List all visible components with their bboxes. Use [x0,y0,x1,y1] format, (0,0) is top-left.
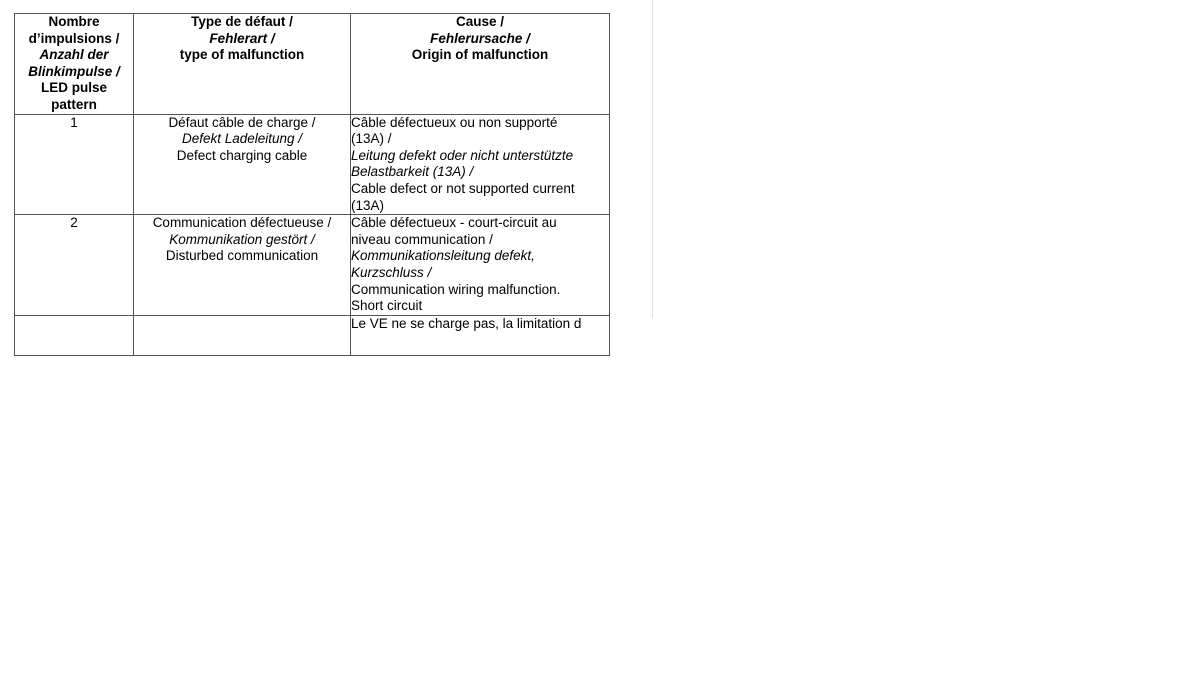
text-line: Fehlerart / [209,30,275,46]
text-line: Type de défaut / [191,14,293,29]
text-line: pattern [51,96,97,112]
table-row [15,315,610,355]
text-line: Kurzschluss / [351,264,432,280]
text-line: Défaut câble de charge / [168,114,316,130]
pulse-count-cell [15,315,134,355]
text-line: Câble défectueux ou non supporté [351,114,558,130]
table-row [15,114,610,215]
malfunction-type-cell [134,114,351,215]
text-line: Nombre [48,14,100,29]
malfunction-cause-cell [351,315,610,355]
text-line: Short circuit [351,298,423,314]
text-line: Defekt Ladeleitung / [181,131,303,147]
text-line: Cable defect or not supported current [351,180,575,196]
header-pulses [15,14,134,115]
table-header-row [15,14,610,115]
document-page [0,0,652,331]
text-line: Anzahl der [39,47,109,63]
text-line: Cause / [455,14,505,29]
text-line: Communication défectueuse / [152,215,332,231]
page-edge-divider [652,0,653,318]
header-type [134,14,351,115]
text-line: Kommunikation gestört / [169,231,315,247]
text-line: Origin of malfunction [411,47,549,63]
text-line: Belastbarkeit (13A) / [351,164,474,180]
text-line: Defect charging cable [176,147,308,163]
text-line: Fehlerursache / [430,30,530,46]
text-line: niveau communication / [351,231,493,247]
malfunction-cause-cell [351,215,610,316]
text-line: Communication wiring malfunction. [351,281,561,297]
text-line: Le VE ne se charge pas, la limitation d [351,315,582,331]
text-line: Blinkimpulse / [28,63,120,79]
text-line: type of malfunction [179,47,305,63]
pulse-count-cell: 1 [15,114,134,215]
malfunction-cause-cell [351,114,610,215]
text-line: d’impulsions / [28,30,120,46]
text-line: Leitung defekt oder nicht unterstützte [351,147,574,163]
fault-code-table [14,13,610,356]
malfunction-type-cell [134,315,351,355]
malfunction-type-cell [134,215,351,316]
text-line: Disturbed communication [165,248,319,264]
pulse-count-cell: 2 [15,215,134,316]
text-line: (13A) / [351,131,392,147]
table-row [15,215,610,316]
text-line: (13A) [351,197,385,213]
header-cause [351,14,610,115]
text-line: Kommunikationsleitung defekt, [351,248,535,264]
text-line: LED pulse [40,80,107,96]
text-line: Câble défectueux - court-circuit au [351,215,557,231]
